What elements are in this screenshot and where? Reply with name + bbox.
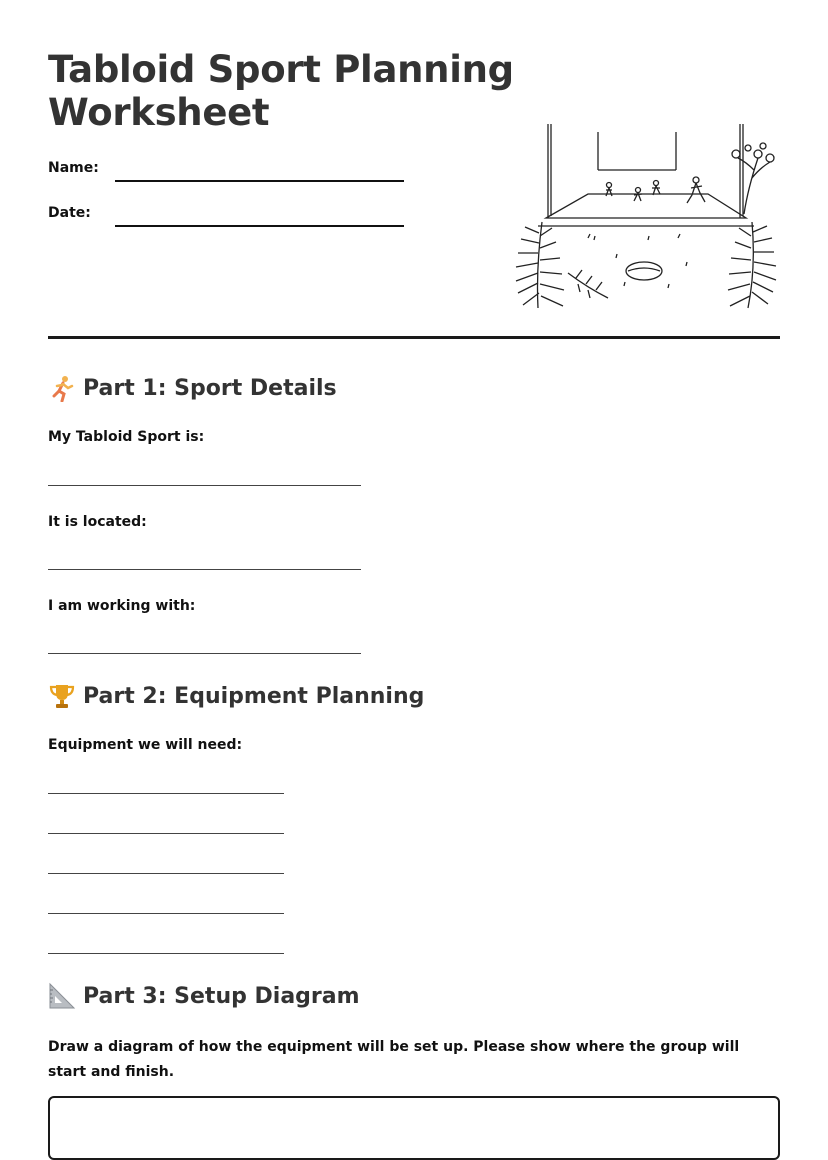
equipment-line-5[interactable] <box>48 953 284 954</box>
partner-question: I am working with: <box>48 598 196 614</box>
date-line[interactable] <box>115 225 404 227</box>
sport-answer-line[interactable] <box>48 485 361 486</box>
partner-answer-line[interactable] <box>48 653 361 654</box>
diagram-drawing-box[interactable] <box>48 1096 780 1160</box>
name-line[interactable] <box>115 180 404 182</box>
equipment-line-1[interactable] <box>48 793 284 794</box>
triangle-ruler-icon <box>48 982 76 1010</box>
header-divider <box>48 336 780 339</box>
equipment-line-4[interactable] <box>48 913 284 914</box>
title-line-1: Tabloid Sport Planning <box>48 48 514 91</box>
part3-heading <box>48 982 360 1010</box>
part1-title: Part 1: Sport Details <box>83 375 337 401</box>
equipment-question: Equipment we will need: <box>48 737 243 753</box>
part2-title: Part 2: Equipment Planning <box>83 683 425 709</box>
worksheet-page <box>48 0 780 1118</box>
sports-field-illustration <box>508 118 782 314</box>
running-person-icon <box>48 374 76 402</box>
part3-title: Part 3: Setup Diagram <box>83 983 360 1009</box>
trophy-icon <box>48 682 76 710</box>
title-line-2: Worksheet <box>48 91 270 134</box>
equipment-line-2[interactable] <box>48 833 284 834</box>
date-field[interactable] <box>48 205 408 235</box>
sport-question: My Tabloid Sport is: <box>48 429 205 445</box>
date-label: Date: <box>48 205 91 221</box>
worksheet-title <box>48 48 514 134</box>
location-answer-line[interactable] <box>48 569 361 570</box>
part1-heading <box>48 374 337 402</box>
name-label: Name: <box>48 160 99 176</box>
part2-heading <box>48 682 424 710</box>
equipment-line-3[interactable] <box>48 873 284 874</box>
name-field[interactable] <box>48 160 408 190</box>
diagram-instructions: Draw a diagram of how the equipment will be set up. Please show where the group will start and finish. <box>48 1039 740 1080</box>
location-question: It is located: <box>48 514 147 530</box>
